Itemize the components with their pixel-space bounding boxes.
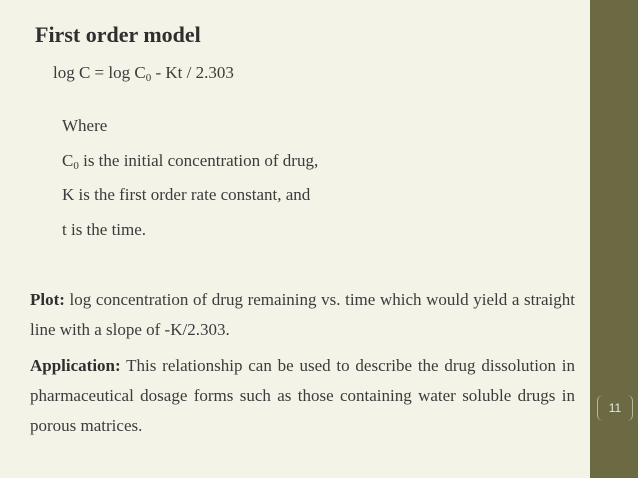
formula-part-1: log C = log C <box>53 63 146 82</box>
variable-definitions <box>62 113 318 251</box>
application-label: Application: <box>30 356 121 375</box>
plot-label: Plot: <box>30 290 65 309</box>
application-paragraph <box>30 351 575 441</box>
slide-title: First order model <box>35 22 201 47</box>
formula-part-2: - Kt / 2.303 <box>151 63 234 82</box>
definition-k: K is the first order rate constant, and <box>62 185 311 204</box>
where-label: Where <box>62 116 108 135</box>
definition-c0 <box>62 148 318 183</box>
definition-t: t is the time. <box>62 219 147 239</box>
definition-c0-symbol: C <box>62 150 74 170</box>
definition-c0-subscript: 0 <box>73 159 79 172</box>
application-text: This relationship can be used to describe the drug dissolution in pharmaceutical dosage forms such as those containing water soluble drugs in porous matrices. <box>30 356 575 435</box>
first-order-formula <box>53 63 234 83</box>
definition-c0-text: is the initial concentration of drug, <box>78 150 319 170</box>
formula-subscript: 0 <box>145 72 152 84</box>
plot-paragraph <box>30 285 575 345</box>
page-number: 11 <box>597 395 633 421</box>
plot-text: log concentration of drug remaining vs. time which would yield a straight line with a slope of -K/2.303. <box>30 290 575 339</box>
